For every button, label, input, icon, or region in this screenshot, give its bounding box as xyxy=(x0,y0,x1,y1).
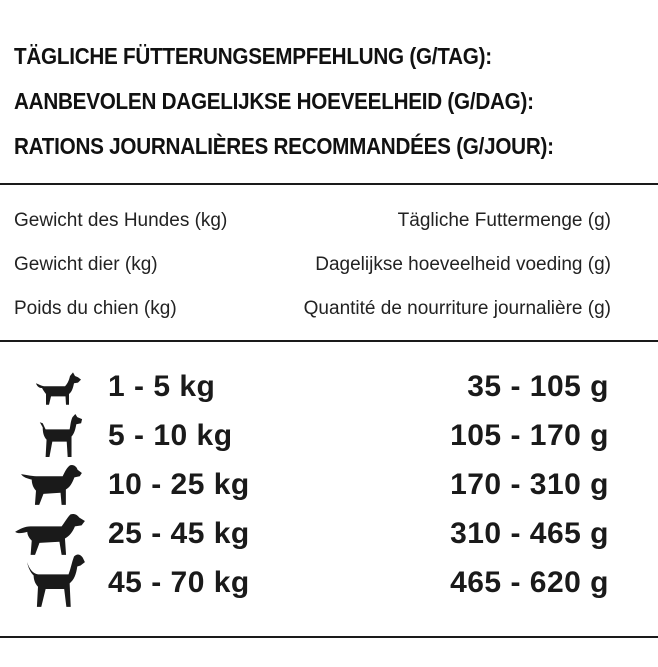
label-row-dutch xyxy=(14,243,611,287)
terrier-dog-icon xyxy=(36,412,84,458)
table-row xyxy=(0,411,658,460)
table-row xyxy=(0,362,658,411)
small-dog-icon xyxy=(34,370,84,406)
amount-label-dutch: Dagelijkse hoeveelheid voeding (g) xyxy=(315,254,611,275)
amount-label-french: Quantité de nourriture journalière (g) xyxy=(303,298,611,319)
weight-label-french: Poids du chien (kg) xyxy=(14,298,177,319)
feeding-table xyxy=(0,362,658,607)
weight-range: 25 - 45 kg xyxy=(108,517,250,550)
daily-amount: 105 - 170 g xyxy=(450,419,609,452)
weight-range: 1 - 5 kg xyxy=(108,370,216,403)
title-german: TÄGLICHE FÜTTERUNGSEMPFEHLUNG (G/TAG): xyxy=(14,43,492,69)
weight-label-german: Gewicht des Hundes (kg) xyxy=(14,210,228,231)
table-row xyxy=(0,558,658,607)
weight-range: 5 - 10 kg xyxy=(108,419,233,452)
title-dutch: AANBEVOLEN DAGELIJKSE HOEVEELHEID (G/DAG): xyxy=(14,88,534,114)
giant-dog-icon xyxy=(26,552,86,608)
weight-label-dutch: Gewicht dier (kg) xyxy=(14,254,158,275)
divider-middle xyxy=(0,340,658,342)
title-french: RATIONS JOURNALIÈRES RECOMMANDÉES (G/JOUR): xyxy=(14,133,554,159)
column-labels xyxy=(14,199,611,331)
title-block xyxy=(14,34,627,169)
label-row-german xyxy=(14,199,611,243)
table-row xyxy=(0,509,658,558)
divider-bottom xyxy=(0,636,658,638)
divider-top xyxy=(0,183,658,185)
daily-amount: 465 - 620 g xyxy=(450,566,609,599)
daily-amount: 35 - 105 g xyxy=(467,370,609,403)
amount-label-german: Tägliche Futtermenge (g) xyxy=(397,210,611,231)
retriever-dog-icon xyxy=(20,462,84,506)
daily-amount: 310 - 465 g xyxy=(450,517,609,550)
weight-range: 45 - 70 kg xyxy=(108,566,250,599)
daily-amount: 170 - 310 g xyxy=(450,468,609,501)
large-dog-icon xyxy=(14,510,86,556)
table-row xyxy=(0,460,658,509)
label-row-french xyxy=(14,287,611,331)
weight-range: 10 - 25 kg xyxy=(108,468,250,501)
